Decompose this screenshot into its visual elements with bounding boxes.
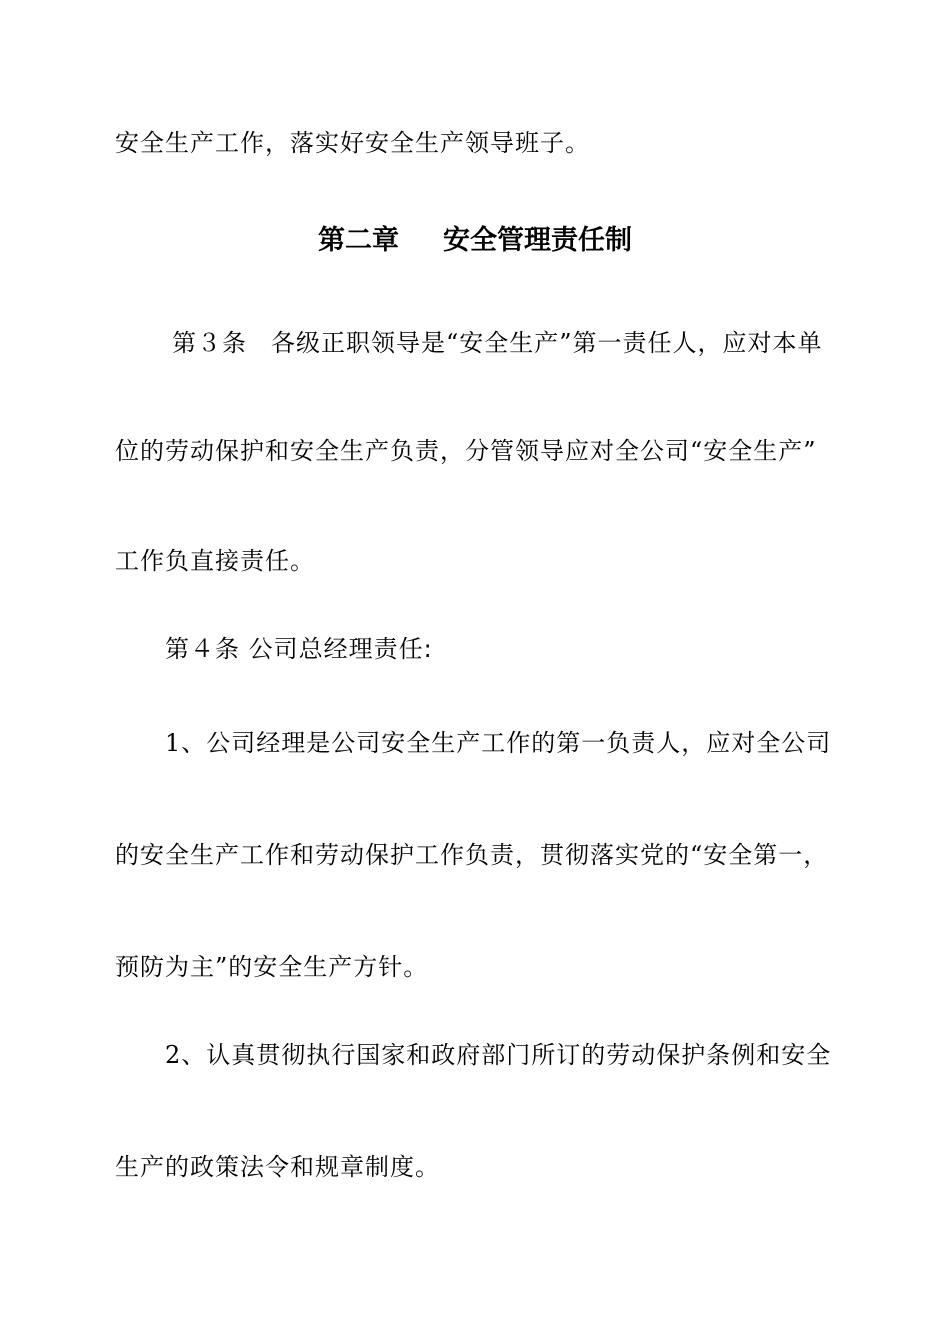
article-4-item-1-line-2: 的安全生产工作和劳动保护工作负责，贯彻落实党的“安全第一， bbox=[115, 841, 829, 869]
article-4-item-1-line-3: 预防为主”的安全生产方针。 bbox=[115, 953, 429, 981]
chapter-title: 安全管理责任制 bbox=[443, 225, 632, 256]
article-4-item-2-line-1: 2、认真贯彻执行国家和政府部门所订的劳动保护条例和安全 bbox=[165, 1041, 832, 1069]
article-3-line-3: 工作负直接责任。 bbox=[115, 547, 315, 575]
article-3-line-1 bbox=[172, 328, 932, 359]
chapter-heading bbox=[0, 224, 950, 258]
article-4-heading: 第４条 公司总经理责任: bbox=[165, 635, 433, 663]
article-3-text: 各级正职领导是“安全生产”第一责任人，应对本单 bbox=[271, 329, 823, 357]
chapter-number: 第二章 bbox=[318, 225, 399, 256]
article-3-label: 第３条 bbox=[172, 330, 247, 357]
article-3-line-2: 位的劳动保护和安全生产负责，分管领导应对全公司“安全生产” bbox=[115, 437, 817, 465]
article-4-item-1-line-1: 1、公司经理是公司安全生产工作的第一负责人，应对全公司 bbox=[165, 729, 832, 757]
paragraph-line: 安全生产工作，落实好安全生产领导班子。 bbox=[115, 129, 590, 157]
article-4-item-2-line-2: 生产的政策法令和规章制度。 bbox=[115, 1153, 440, 1181]
